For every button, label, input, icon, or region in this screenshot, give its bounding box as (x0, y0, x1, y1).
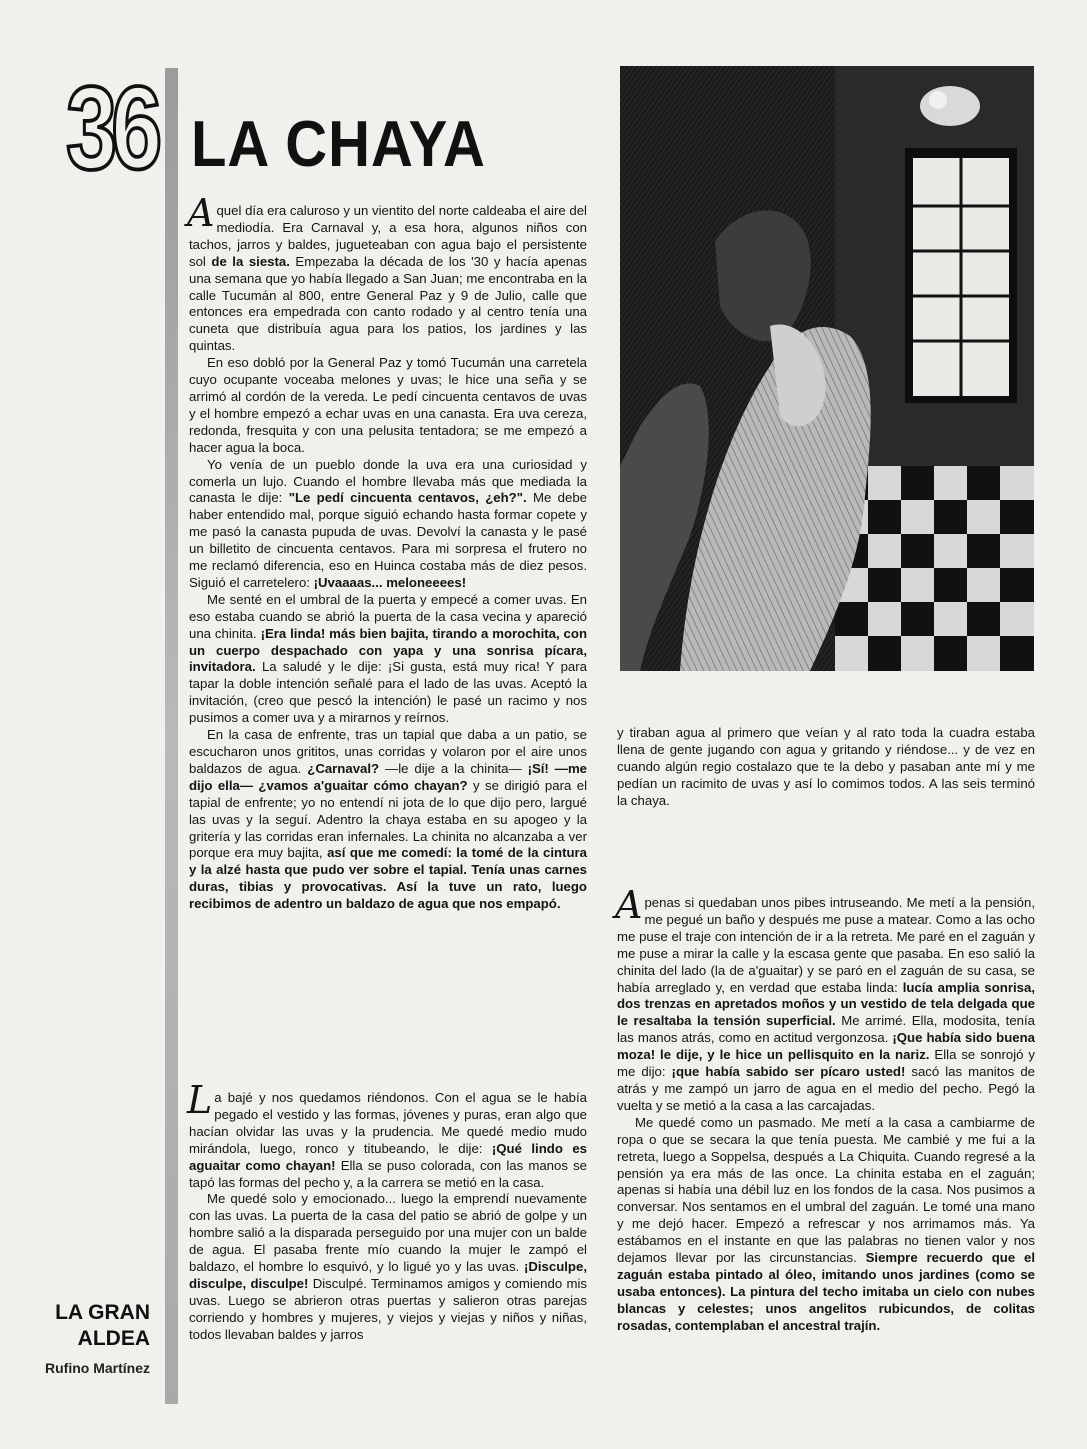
chapter-number: 36 (66, 63, 157, 195)
paragraph: En eso dobló por la General Paz y tomó Tucumán una carretela cuyo ocupante voceaba melones y uvas; le hice una seña y se arrimó al cordón de la vereda. Le pedí cincuenta centavos de uvas y el hombre empezó a echar uvas en una canasta. Era uva cereza, redonda, fresquita y con una pelusita tentadora; se me empezó a hacer agua la boca. (189, 355, 587, 455)
paragraph: En la casa de enfrente, tras un tapial que daba a un patio, se escucharon unos grititos, unas corridas y volaron por el aire unos baldazos de agua. ¿Carnaval? —le dije a la chinita— ¡Sí! —me dijo ella— ¿vamos a'guaitar cómo chayan? y se dirigió para el tapial de enfrente; yo no entendí ni jota de lo que dijo pero, largué las uvas y la seguí. Adentro la chaya estaba en su apogeo y la gritería y las corridas eran infernales. La chinita no alcanzaba a ver porque era muy bajita, así que me comedí: la tomé de la cintura y la alzé hasta que pudo ver sobre el tapial. Tenía unas carnes duras, tibias y provocativas. Así la tuve un rato, luego recibimos de adentro un baldazo de agua que nos empapó. (189, 727, 588, 912)
paragraph: y tiraban agua al primero que veían y al rato toda la cuadra estaba llena de gente jugando con agua y gritando y riéndose... y de vez en cuando algún regio costalazo que te la debo y pasaban ante mí y me pedían un racimito de uvas y así lo comimos todos. A las seis terminó la chaya. (617, 725, 1035, 808)
article-section-3 (617, 725, 1035, 810)
drop-cap: A (615, 883, 643, 927)
paragraph: Me quedé como un pasmado. Me metí a la casa a cambiarme de ropa o que se secara la que tenía puesta. Me cambié y me fui a la retreta, luego a Soppelsa, después a La Chiquita. Cuando regresé a la pensión ya era más de las once. La chinita estaba en el zaguán; apenas si había una débil luz en los fondos de la casa. Nos pusimos a conversar. Nos sentamos en el umbral del zaguán. Le tomé una mano y me dejó hacer. Empezó a refrescar y nos arrimamos más. Ya estábamos en el instante en que las palabras no tienen valor y nos dejamos llevar por las circunstancias. Siempre recuerdo que el zaguán estaba pintado al óleo, imitando unos jardines (como se usaba entonces). La pintura del techo imitaba un cielo con nubes blancas y celestes; unos angelitos rubicundos, de colitas rosadas, contemplaban el ancestral trajín. (617, 1114, 1035, 1333)
book-imprint (18, 1300, 150, 1376)
article-section-1 (187, 191, 588, 913)
paragraph: Aquel día era caluroso y un vientito del norte caldeaba el aire del mediodía. Era Carnaval y, a esa hora, algunos niños con tachos, jarros y baldes, jugueteaban con agua bajo el persistente sol de la siesta. Empezaba la década de los '30 y hacía apenas una semana que yo había llegado a San Juan; me encontraba en la calle Tucumán al 800, entre General Paz y 9 de Julio, calle que entonces era empedrada con canto rodado y al centro tenía una cuneta que distribuía agua para los patios, los jardines y las quintas. (187, 191, 587, 354)
margin-bar (165, 68, 178, 1404)
drop-cap: A (187, 191, 215, 235)
article-section-4 (615, 883, 1036, 1335)
illustration (620, 66, 1034, 671)
book-title-line-1: LA GRAN (55, 1301, 150, 1324)
paragraph: Apenas si quedaban unos pibes intruseando. Me metí a la pensión, me pegué un baño y después me puse a matear. Como a las ocho me puse el traje con intención de ir a la retreta. Me paré en el zaguán y me puse a mirar la calle y la escasa gente que pasaba. En eso salió la chinita del lado (la de a'guaitar) y se paró en el zaguán de su casa, se había arreglado y, en verdad que estaba linda: lucía amplia sonrisa, dos trenzas en apretados moños y un vestido de tela delgada que le resaltaba la tensión superficial. Me arrimé. Ella, modosita, tenía las manos atrás, como en actitud vergonzosa. ¡Que había sido buena moza! le dije, y le hice un pellisquito en la nariz. Ella se sonrojó y me dijo: ¡que había sabido ser pícaro usted! sacó las manitos de atrás y me zampó un jarro de agua en el medio del pecho. Pegó la vuelta y se metió a la casa a las carcajadas. (615, 883, 1036, 1113)
article-title: LA CHAYA (191, 107, 486, 181)
book-title-line-2: ALDEA (77, 1327, 150, 1350)
article-section-2 (187, 1078, 588, 1344)
paragraph: La bajé y nos quedamos riéndonos. Con el agua se le había pegado el vestido y las formas, jóvenes y puras, eran algo que hacían olvidar las uvas y la prudencia. Me quedé medio mudo mirándola, luego, ronco y titubeando, le dije: ¡Qué lindo es aguaitar como chayan! Ella se puso colorada, con las manos se tapó las formas del pecho y, a la carrera se metió en la casa. (187, 1078, 587, 1190)
engraving-illustration (620, 66, 1034, 671)
drop-cap: L (187, 1078, 213, 1122)
paragraph: Me senté en el umbral de la puerta y empecé a comer uvas. En eso estaba cuando se abrió la puerta de la casa vecina y apareció una chinita. ¡Era linda! más bien bajita, tirando a morochita, con un cuerpo despachado con yapa y una sonrisa pícara, invitadora. La saludé y le dije: ¡Si gusta, está muy rica! Y para tapar la doble intención señalé para el lado de las uvas. Aceptó la invitación, (creo que pescó la intención) le pasé un racimo y nos pusimos a comer uva y a mirarnos y reírnos. (189, 591, 587, 726)
paragraph: Yo venía de un pueblo donde la uva era una curiosidad y comerla un lujo. Cuando el hombre llevaba más que mediada la canasta le dije: "Le pedí cincuenta centavos, ¿eh?". Me debe haber entendido mal, porque siguió echando hasta formar copete y me pasó la canasta pupuda de uvas. Devolví la canasta y le pasé un billetito de cincuenta centavos. Para mi sorpresa el frutero no me reclamó diferencia, eso en Huinca costaba más de diez pesos. Siguió el carretelero: ¡Uvaaaas... meloneeees! (189, 456, 587, 590)
paragraph: Me quedé solo y emocionado... luego la emprendí nuevamente con las uvas. La puerta de la casa del patio se abrió de golpe y un hombre salió a la disparada perseguido por una mujer con un balde de agua. El pasaba frente mío cuando la mujer le zampó el baldazo, el hombre lo esquivó, y lo ligué yo y las uvas. ¡Disculpe, disculpe, disculpe! Disculpé. Terminamos amigos y comiendo mis uvas. Luego se abrieron otras puertas y salieron otras parejas corriendo y hombres y mujeres, y viejos y viejas y niños y niñas, todos llevaban baldes y jarros (189, 1191, 588, 1342)
author-name: Rufino Martínez (45, 1360, 150, 1376)
